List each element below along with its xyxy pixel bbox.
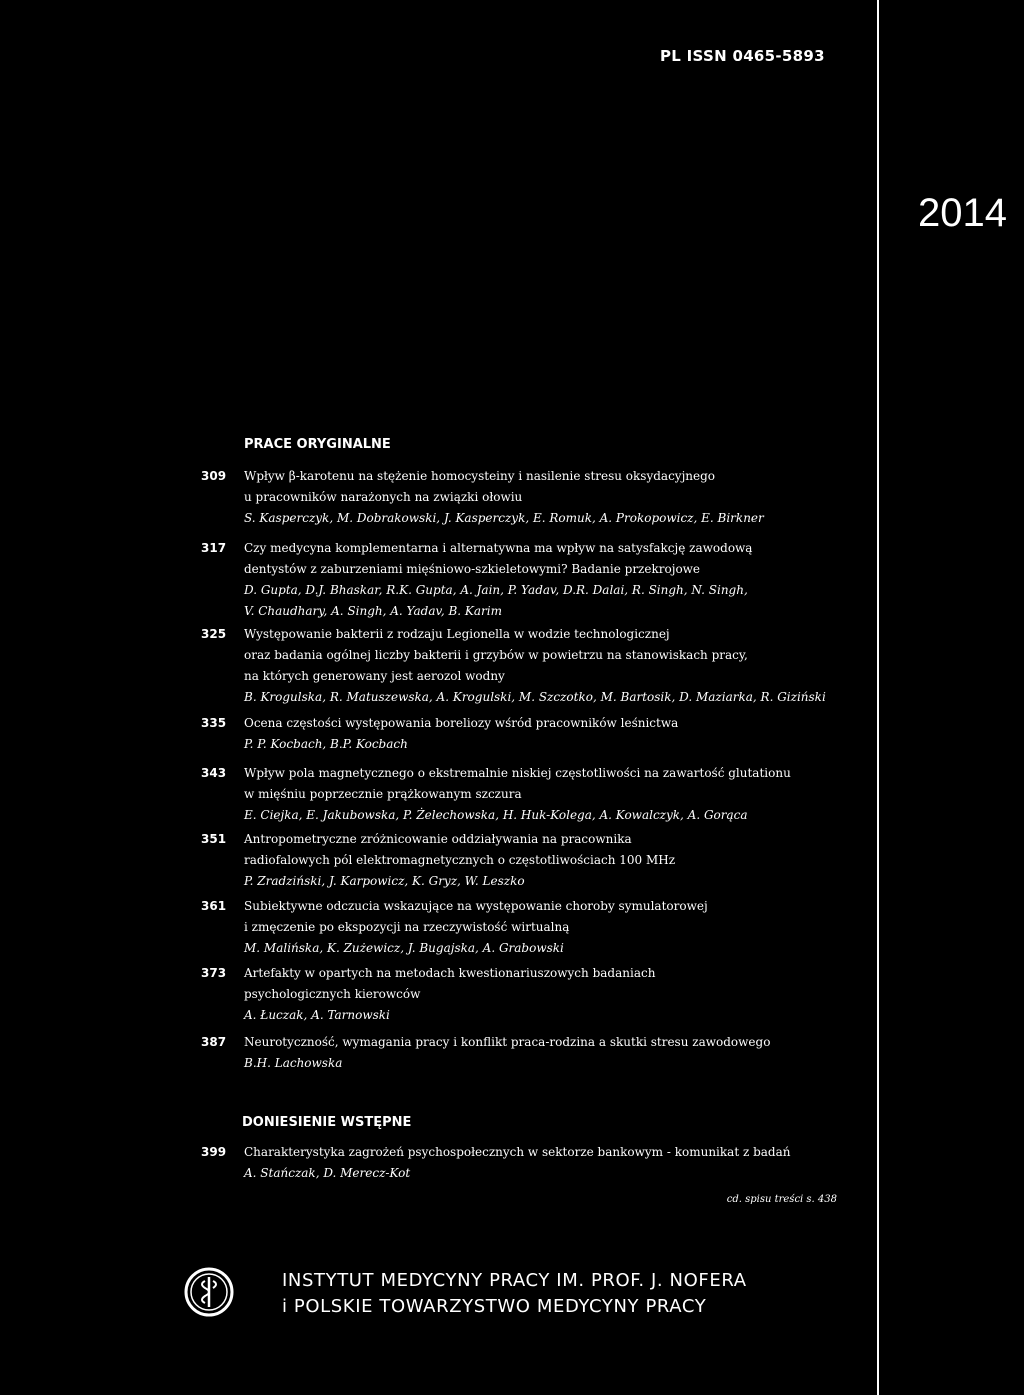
issn-label: PL ISSN 0465-5893 — [660, 47, 825, 65]
section-title-original-papers: PRACE ORYGINALNE — [244, 437, 391, 452]
entry-authors: B.H. Lachowska — [244, 1056, 343, 1070]
section-title-preliminary-report: DONIESIENIE WSTĘPNE — [242, 1115, 412, 1130]
entry-body — [244, 763, 864, 826]
entry-authors: S. Kasperczyk, M. Dobrakowski, J. Kasperczyk, E. Romuk, A. Prokopowicz, E. Birkner — [244, 511, 764, 525]
publisher-line-1: INSTYTUT MEDYCYNY PRACY IM. PROF. J. NOFERA — [282, 1270, 747, 1291]
vertical-divider-line — [877, 0, 879, 1395]
entry-title-line: Neurotyczność, wymagania pracy i konflikt praca-rodzina a skutki stresu zawodowego — [244, 1035, 771, 1049]
institute-emblem-icon — [183, 1266, 235, 1318]
page-number: 317 — [201, 541, 227, 555]
entry-body — [244, 896, 864, 959]
entry-title-line: Artefakty w opartych na metodach kwestionariuszowych badaniach — [244, 966, 656, 980]
entry-authors: A. Stańczak, D. Merecz-Kot — [244, 1166, 411, 1180]
entry-authors: P. Zradziński, J. Karpowicz, K. Gryz, W. Leszko — [244, 874, 525, 888]
page-number: 325 — [201, 627, 227, 641]
page-number: 373 — [201, 966, 227, 980]
toc-continuation-note: cd. spisu treści s. 438 — [726, 1194, 837, 1205]
entry-body — [244, 713, 864, 755]
entry-title-line: Wpływ β-karotenu na stężenie homocysteiny i nasilenie stresu oksydacyjnego — [244, 469, 716, 483]
page-number: 351 — [201, 832, 227, 846]
entry-title-line: na których generowany jest aerozol wodny — [244, 669, 505, 683]
entry-title-line: psychologicznych kierowców — [244, 987, 421, 1001]
entry-authors: A. Łuczak, A. Tarnowski — [244, 1008, 390, 1022]
page-number: 399 — [201, 1145, 227, 1159]
entry-body — [244, 466, 864, 529]
entry-title-line: Występowanie bakterii z rodzaju Legionella w wodzie technologicznej — [244, 627, 670, 641]
entry-title-line: Subiektywne odczucia wskazujące na występowanie choroby symulatorowej — [244, 899, 708, 913]
page-number: 335 — [201, 716, 227, 730]
entry-authors: P. P. Kocbach, B.P. Kocbach — [244, 737, 408, 751]
entry-title-line: u pracowników narażonych na związki ołowiu — [244, 490, 523, 504]
entry-body — [244, 1032, 864, 1074]
entry-body — [244, 829, 864, 892]
entry-authors: V. Chaudhary, A. Singh, A. Yadav, B. Karim — [244, 604, 503, 618]
entry-title-line: Wpływ pola magnetycznego o ekstremalnie niskiej częstotliwości na zawartość glutationu — [244, 766, 791, 780]
page-number: 309 — [201, 469, 227, 483]
entry-title-line: oraz badania ogólnej liczby bakterii i grzybów w powietrzu na stanowiskach pracy, — [244, 648, 748, 662]
entry-authors: B. Krogulska, R. Matuszewska, A. Krogulski, M. Szczotko, M. Bartosik, D. Maziarka, R. Giziński — [244, 690, 826, 704]
publisher-line-2: i POLSKIE TOWARZYSTWO MEDYCYNY PRACY — [282, 1296, 707, 1317]
entry-authors: M. Malińska, K. Zużewicz, J. Bugajska, A. Grabowski — [244, 941, 564, 955]
entry-title-line: dentystów z zaburzeniami mięśniowo-szkieletowymi? Badanie przekrojowe — [244, 562, 701, 576]
entry-body — [244, 624, 864, 708]
entry-title-line: Ocena częstości występowania boreliozy wśród pracowników leśnictwa — [244, 716, 679, 730]
entry-title-line: i zmęczenie po ekspozycji na rzeczywistość wirtualną — [244, 920, 570, 934]
publisher-name — [282, 1268, 747, 1320]
page-number: 343 — [201, 766, 227, 780]
page-number: 387 — [201, 1035, 227, 1049]
entry-title-line: w mięśniu poprzecznie prążkowanym szczura — [244, 787, 522, 801]
entry-title-line: radiofalowych pól elektromagnetycznych o częstotliwościach 100 MHz — [244, 853, 676, 867]
entry-title-line: Antropometryczne zróżnicowanie oddziaływania na pracownika — [244, 832, 632, 846]
entry-authors: E. Ciejka, E. Jakubowska, P. Żelechowska, H. Huk-Kolega, A. Kowalczyk, A. Gorąca — [244, 808, 748, 822]
entry-authors: D. Gupta, D.J. Bhaskar, R.K. Gupta, A. Jain, P. Yadav, D.R. Dalai, R. Singh, N. Singh, — [244, 583, 748, 597]
entry-body — [244, 538, 864, 622]
issue-year: 2014 — [918, 191, 1007, 235]
page-number: 361 — [201, 899, 227, 913]
entry-title-line: Czy medycyna komplementarna i alternatywna ma wpływ na satysfakcję zawodową — [244, 541, 753, 555]
entry-body — [244, 963, 864, 1026]
entry-title-line: Charakterystyka zagrożeń psychospołecznych w sektorze bankowym - komunikat z badań — [244, 1145, 791, 1159]
entry-body — [244, 1142, 864, 1184]
